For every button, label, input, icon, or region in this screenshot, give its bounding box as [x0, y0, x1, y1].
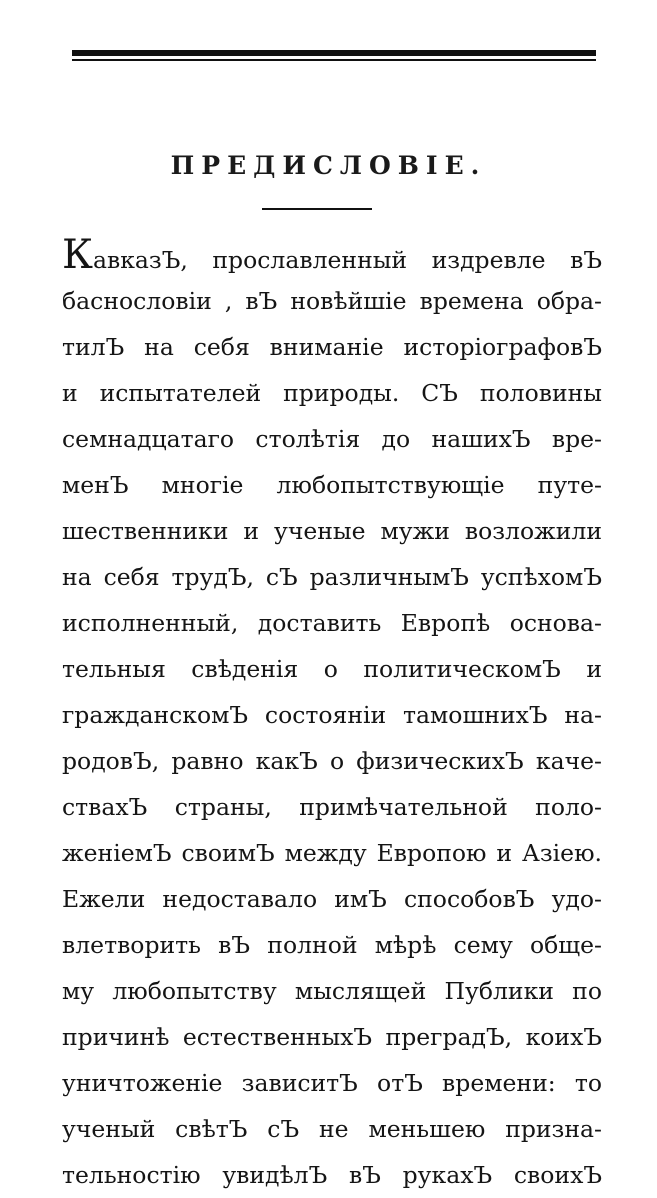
- text-line: [62, 232, 602, 278]
- text-line: гражданскомЪ состояніи тамошнихЪ на-: [62, 701, 602, 729]
- text-line: менЪ многіе любопытствующіе путе-: [62, 471, 602, 499]
- text-line: баснословіи , вЪ новѣйшіе времена обра-: [62, 287, 602, 315]
- text-line: женіемЪ своимЪ между Европою и Азіею.: [62, 839, 602, 867]
- text-line: ученый свѣтЪ сЪ не меньшею призна-: [62, 1115, 602, 1143]
- text-line: уничтоженіе зависитЪ отЪ времени: то: [62, 1069, 602, 1097]
- text-line: му любопытству мыслящей Публики по: [62, 977, 602, 1005]
- text-line: семнадцатаго столѣтія до нашихЪ вре-: [62, 425, 602, 453]
- page-title: ПРЕДИСЛОВІЕ.: [170, 151, 487, 180]
- text-line: на себя трудЪ, сЪ различнымЪ успѣхомЪ: [62, 563, 602, 591]
- text-line: тилЪ на себя вниманіе исторіографовЪ: [62, 333, 602, 361]
- header-rule-thin: [72, 59, 596, 61]
- text-line: шественники и ученые мужи возложили: [62, 517, 602, 545]
- body-text: [62, 232, 602, 1198]
- title-underline: [262, 208, 372, 210]
- text-line: тельностію увидѣлЪ вЪ рукахЪ своихЪ: [62, 1161, 602, 1189]
- drop-cap: К: [62, 232, 93, 278]
- text-line: родовЪ, равно какЪ о физическихЪ каче-: [62, 747, 602, 775]
- header-rule-thick: [72, 50, 596, 56]
- text-line: влетворить вЪ полной мѣрѣ сему обще-: [62, 931, 602, 959]
- text-line: исполненный, доставить Европѣ основа-: [62, 609, 602, 637]
- text-line: тельныя свѣденія о политическомЪ и: [62, 655, 602, 683]
- text-line: причинѣ естественныхЪ преградЪ, коихЪ: [62, 1023, 602, 1051]
- text-line-rest: авказЪ, прославленный издревле вЪ: [92, 246, 602, 274]
- text-line: и испытателей природы. СЪ половины: [62, 379, 602, 407]
- text-line: ствахЪ страны, примѣчательной поло-: [62, 793, 602, 821]
- text-line: Ежели недоставало имЪ способовЪ удо-: [62, 885, 602, 913]
